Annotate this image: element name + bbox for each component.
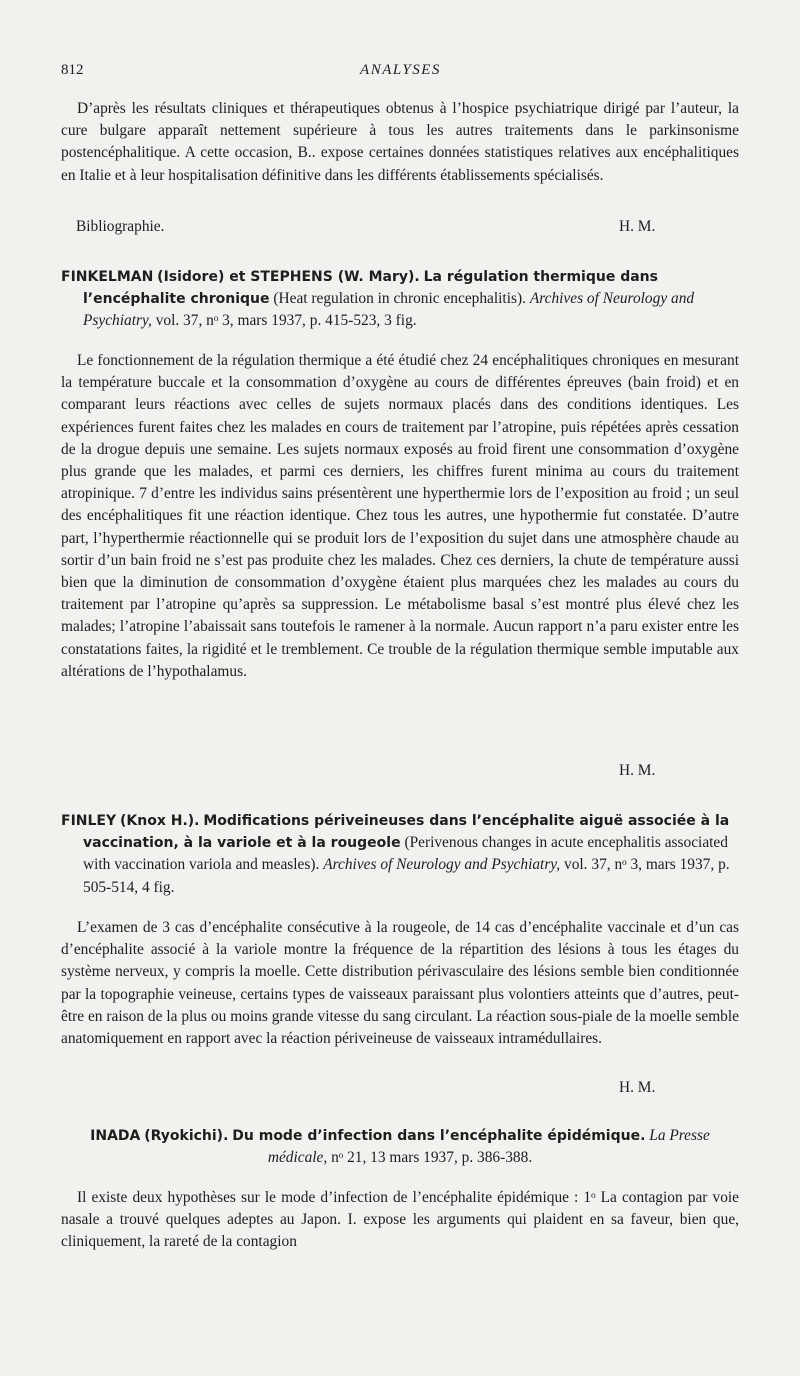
article-reference	[61, 1125, 739, 1169]
article-citation: nᵒ 21, 13 mars 1937, p. 386-388.	[331, 1149, 533, 1167]
intro-paragraph: D’après les résultats cliniques et thérapeutiques obtenus à l’hospice psychiatrique dirigé par l’auteur, la cure bulgare apparaît nettement supérieure à tous les autres traitements dans le parkinsonisme postencéphalitique. A cette occasion, B.. expose certaines données statistiques relatives aux encéphalitiques en Italie et à leur hospitalisation définitive dans les différents établissements spécialisés.	[61, 100, 739, 184]
article-signature: H. M.	[619, 762, 656, 779]
article-journal: La Presse médicale,	[267, 1127, 710, 1167]
article-translation: (Perivenous changes in acute encephalitis associated with vaccination variola and measles).	[83, 834, 728, 874]
article-title: La régulation thermique dans l’encéphalite chronique	[83, 269, 658, 308]
article-journal: Archives of Neurology and Psychiatry,	[83, 290, 695, 330]
article-body: L’examen de 3 cas d’encéphalite consécutive à la rougeole, de 14 cas d’encéphalite vaccinale et d’un cas d’encéphalite associé à la variole montre la fréquence de la répartition des lésions à tous les étages du système nerveux, y compris la moelle. Cette distribution périvasculaire des lésions semble bien conditionnée par la topographie veineuse, certains types de vaisseaux paraissant plus volontiers atteints que d’autres, peut-être en raison de la plus ou moins grande vitesse du sang circulant. La réaction sous-piale de la moelle semble anatomiquement en rapport avec la réaction périveineuse de vaisseaux intramédullaires.	[61, 919, 739, 1048]
article-author: FINKELMAN	[61, 269, 154, 285]
article-reference	[61, 810, 739, 899]
article-body: Il existe deux hypothèses sur le mode d’infection de l’encéphalite épidémique : 1ᵒ La contagion par voie nasale a trouvé quelques adeptes au Japon. I. expose les arguments qui plaident en sa faveur, bien que, cliniquement, la rareté de la contagion	[61, 1189, 739, 1251]
intro-signature: H. M.	[619, 218, 656, 235]
article-author-rest: (Knox H.).	[119, 813, 200, 829]
running-title: ANALYSES	[360, 62, 441, 78]
article-signature: H. M.	[619, 1079, 656, 1096]
article-translation: (Heat regulation in chronic encephalitis).	[273, 290, 526, 308]
article-body: Le fonctionnement de la régulation thermique a été étudié chez 24 encéphalitiques chroniques en mesurant la température buccale et la consommation d’oxygène au cours de différentes épreuves (bain froid) et en comparant leurs réactions avec celles de sujets normaux placés dans des conditions identiques. Les expériences furent faites chez les malades en cours de traitement par l’atropine, puis répétées après cessation de la drogue depuis une semaine. Les sujets normaux exposés au froid firent une consommation d’oxygène plus grande que les malades, et parmi ces derniers, les chiffres furent minima au cours du traitement atropinique. 7 d’entre les individus sains présentèrent une hyperthermie lors de l’exposition au froid ; un seul des encéphalitiques fit une réaction identique. Chez tous les autres, une hypothermie fut constatée. D’autre part, l’hyperthermie réactionnelle qui se produit lors de l’exposition du sujet dans une atmosphère chaude au sortir d’un bain froid ne s’est pas produite chez les malades. Chez ces derniers, la chute de température aussi bien que la diminution de consommation d’oxygène étaient plus marquées chez les malades au cours du traitement par l’atropine qu’après sa suppression. Le métabolisme basal s’est montré plus élevé chez les malades; l’atropine l’abaissait sans toutefois le ramener à la normale. Aucun rapport n’a paru exister entre les constatations faites, la rigidité et le tremblement. Ce trouble de la régulation thermique semble imputable aux altérations de l’hypothalamus.	[61, 352, 739, 680]
running-header	[61, 62, 740, 84]
article-journal: Archives of Neurology and Psychiatry,	[323, 856, 561, 874]
article-author: INADA	[90, 1128, 141, 1144]
page-number: 812	[61, 62, 84, 78]
article-author-rest: (Isidore) et STEPHENS (W. Mary).	[157, 269, 420, 285]
article-reference	[61, 266, 739, 333]
bibliography-label: Bibliographie.	[76, 218, 165, 235]
article-author: FINLEY	[61, 813, 117, 829]
article-title: Modifications périveineuses dans l’encéphalite aiguë associée à la vaccination, à la variole et à la rougeole	[83, 813, 730, 852]
article-title: Du mode d’infection dans l’encéphalite épidémique.	[232, 1128, 646, 1144]
article-citation: vol. 37, nᵒ 3, mars 1937, p. 505-514, 4 fig.	[83, 856, 730, 896]
article-author-rest: (Ryokichi).	[144, 1128, 229, 1144]
article-citation: vol. 37, nᵒ 3, mars 1937, p. 415-523, 3 fig.	[155, 312, 417, 330]
